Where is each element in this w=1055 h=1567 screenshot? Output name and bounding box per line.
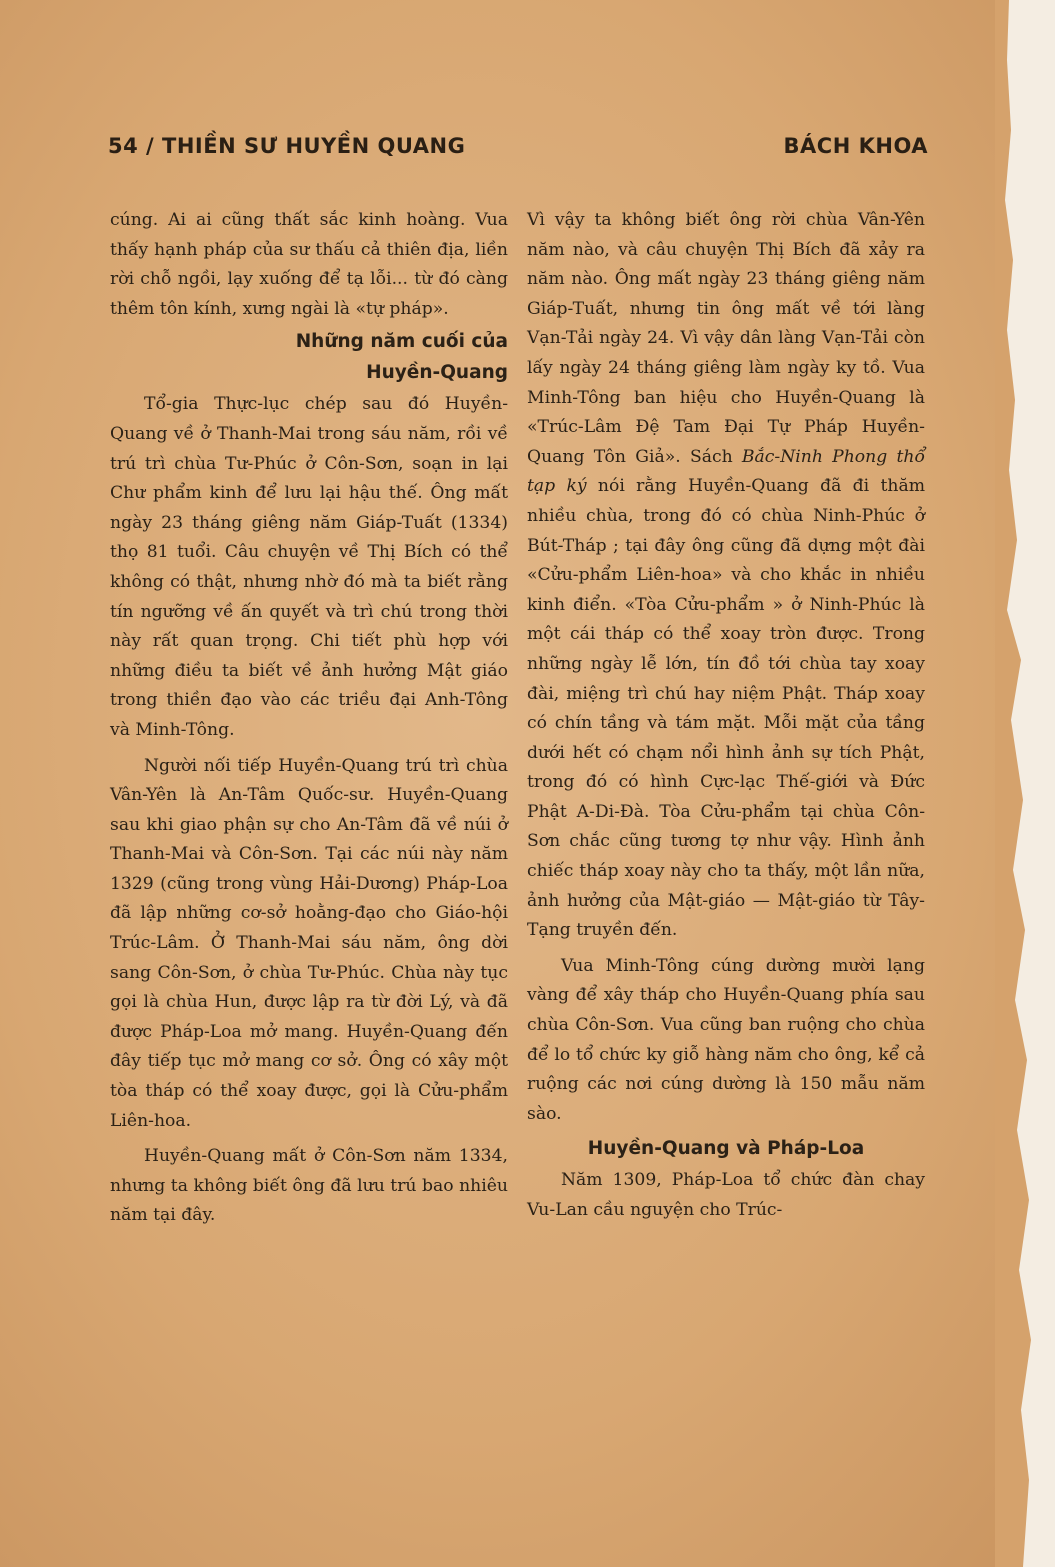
left-column: [110, 206, 508, 1231]
running-head-magazine: BÁCH KHOA: [783, 134, 928, 158]
section-heading: Huyền-Quang và Pháp-Loa: [587, 1138, 865, 1160]
section-heading-line-2: Huyền-Quang: [366, 362, 508, 384]
page-header: [108, 134, 928, 170]
paragraph: cúng. Ai ai cũng thất sắc kinh hoàng. Vua thấy hạnh pháp của sư thấu cả thiên địa, liền rời chỗ ngồi, lạy xuống để tạ lỗi... từ đó càng thêm tôn kính, xưng ngài là «tự pháp».: [110, 210, 508, 319]
paragraph-text: nói rằng Huyền-Quang đã đi thăm nhiều chùa, trong đó có chùa Ninh-Phúc ở Bút-Tháp ; tại đây ông cũng đã dựng một đài «Cửu-phẩm Liên-hoa» và cho khắc in nhiều kinh điển. «Tòa Cửu-phẩm » ở Ninh-Phúc là một cái tháp có thể xoay tròn được. Trong những ngày lễ lớn, tín đồ tới chùa tay xoay đài, miệng trì chú hay niệm Phật. Tháp xoay có chín tầng và tám mặt. Mỗi mặt của tầng dưới hết có chạm nổi hình ảnh sự tích Phật, trong đó có hình Cực-lạc Thế-giới và Đức Phật A-Di-Đà. Tòa Cửu-phẩm tại chùa Côn-Sơn chắc cũng tương tợ như vậy. Hình ảnh chiếc tháp xoay này cho ta thấy, một lần nữa, ảnh hưởng của Mật-giáo — Mật-giáo từ Tây-Tạng truyền đến.: [527, 476, 925, 941]
paragraph: Tổ-gia Thực-lục chép sau đó Huyền-Quang về ở Thanh-Mai trong sáu năm, rồi về trú trì chùa Tư-Phúc ở Côn-Sơn, soạn in lại Chư phẩm kinh để lưu lại hậu thế. Ông mất ngày 23 tháng giêng năm Giáp-Tuất (1334) thọ 81 tuổi. Câu chuyện về Thị Bích có thể không có thật, nhưng nhờ đó mà ta biết rằng tín ngưỡng về ấn quyết và trì chú trong thời này rất quan trọng. Chi tiết phù hợp với những điều ta biết về ảnh hưởng Mật giáo trong thiền đạo vào các triều đại Anh-Tông và Minh-Tông.: [110, 394, 508, 740]
paragraph-text: Vì vậy ta không biết ông rời chùa Vân-Yên năm nào, và câu chuyện Thị Bích đã xảy ra năm nào. Ông mất ngày 23 tháng giêng năm Giáp-Tuất, nhưng tin ông mất về tới làng Vạn-Tải ngày 24. Vì vậy dân làng Vạn-Tải còn lấy ngày 24 tháng giêng làm ngày ky tồ. Vua Minh-Tông ban hiệu cho Huyền-Quang là «Trúc-Lâm Đệ Tam Đại Tự Pháp Huyền-Quang Tôn Giả». Sách: [527, 210, 925, 467]
torn-page-edge: [995, 0, 1055, 1567]
section-heading: [110, 326, 508, 388]
paragraph: Vua Minh-Tông cúng dường mười lạng vàng để xây tháp cho Huyền-Quang phía sau chùa Côn-Sơn. Vua cũng ban ruộng cho chùa để lo tổ chức ky giỗ hàng năm cho ông, kể cả ruộng các nơi cúng dường là 150 mẫu năm sào.: [527, 955, 925, 1124]
paragraph: Năm 1309, Pháp-Loa tổ chức đàn chay Vu-Lan cầu nguyện cho Trúc-: [527, 1170, 925, 1220]
right-column: [527, 206, 925, 1226]
paragraph: [527, 206, 925, 946]
section-heading-line-1: Những năm cuối của: [295, 331, 508, 353]
running-head-title: 54 / THIỀN SƯ HUYỀN QUANG: [108, 134, 466, 158]
book-title: Bắc-Ninh Phong thổ tạp ký: [527, 446, 925, 497]
torn-edge-shape: [995, 0, 1055, 1567]
paragraph: Người nối tiếp Huyền-Quang trú trì chùa Vân-Yên là An-Tâm Quốc-sư. Huyền-Quang sau khi giao phận sự cho An-Tâm đã về núi ở Thanh-Mai và Côn-Sơn. Tại các núi này năm 1329 (cũng trong vùng Hải-Dương) Pháp-Loa đã lập những cơ-sở hoằng-đạo cho Giáo-hội Trúc-Lâm. Ở Thanh-Mai sáu năm, ông dời sang Côn-Sơn, ở chùa Tư-Phúc. Chùa này tục gọi là chùa Hun, được lập ra từ đời Lý, và đã được Pháp-Loa mở mang. Huyền-Quang đến đây tiếp tục mở mang cơ sở. Ông có xây một tòa tháp có thể xoay được, gọi là Cửu-phẩm Liên-hoa.: [110, 755, 508, 1131]
paragraph: Huyền-Quang mất ở Côn-Sơn năm 1334, nhưng ta không biết ông đã lưu trú bao nhiêu năm tại đây.: [110, 1146, 508, 1226]
